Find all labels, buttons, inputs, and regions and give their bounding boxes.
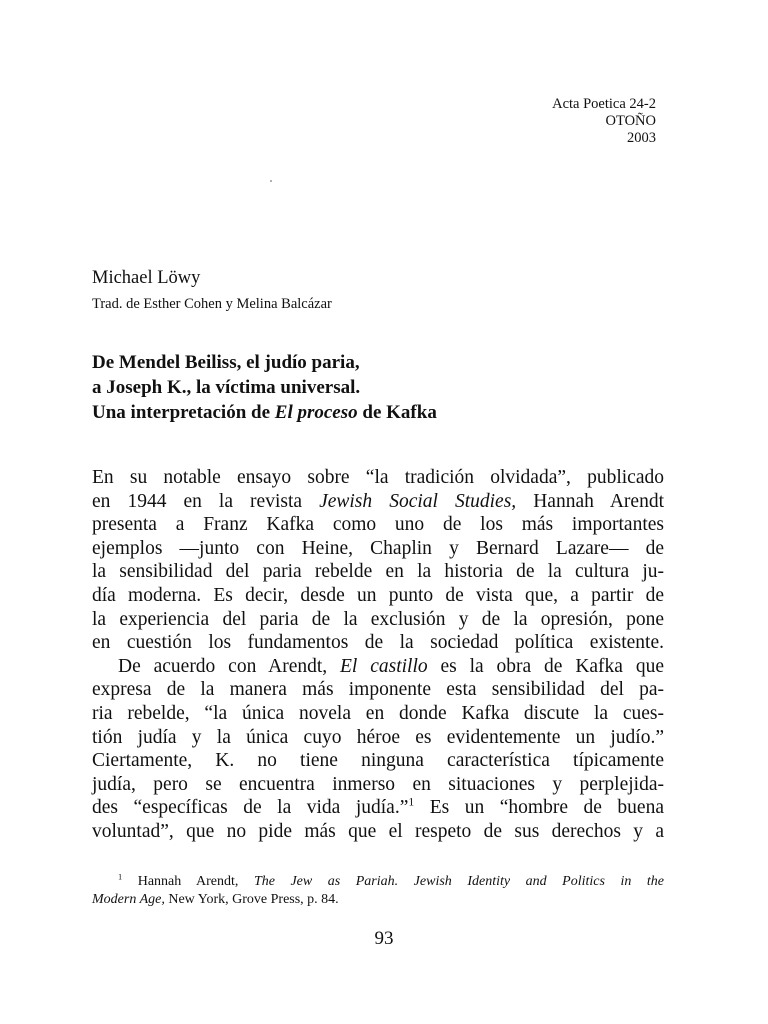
body-text-run: De acuerdo con Arendt,	[118, 655, 341, 677]
body-line: tión judía y la única cuyo héroe es evidentemente un judío.”	[92, 726, 664, 748]
article-title	[92, 350, 437, 425]
body-text	[92, 466, 664, 844]
body-italic-run: Jewish Social Studies,	[319, 490, 517, 512]
title-line-1: De Mendel Beiliss, el judío paria,	[92, 352, 360, 373]
body-line: voluntad”, que no pide más que el respeto de sus derechos y a	[92, 820, 664, 842]
scan-speck	[270, 180, 272, 182]
body-line	[92, 490, 664, 514]
footnote-line	[92, 891, 664, 909]
body-line: Ciertamente, K. no tiene ninguna característica típicamente	[92, 750, 664, 772]
footnote-marker: 1	[118, 872, 123, 882]
journal-header	[552, 96, 656, 147]
body-line	[92, 796, 664, 820]
translator-credit: Trad. de Esther Cohen y Melina Balcázar	[92, 296, 332, 312]
body-line: la sensibilidad del paria rebelde en la historia de la cultura ju-	[92, 561, 664, 583]
footnote-italic: Modern Age,	[92, 892, 165, 907]
body-text-run: es la obra de Kafka que	[427, 655, 664, 677]
body-line: ria rebelde, “la única novela en donde Kafka discute la cues-	[92, 702, 664, 724]
author-name: Michael Löwy	[92, 268, 201, 288]
journal-name: Acta Poetica 24-2	[552, 96, 656, 112]
body-line: día moderna. Es decir, desde un punto de vista que, a partir de	[92, 584, 664, 606]
footnote-line	[92, 873, 664, 891]
body-line: en cuestión los fundamentos de la sociedad política existente.	[92, 632, 664, 654]
body-text-run: en 1944 en la revista	[92, 490, 320, 512]
body-line: la experiencia del paria de la exclusión y de la opresión, pone	[92, 608, 664, 630]
footnote-text: New York, Grove Press, p. 84.	[164, 892, 339, 907]
title-italic-work: El proceso	[274, 402, 358, 423]
body-italic-run: El castillo	[340, 655, 428, 677]
body-line: presenta a Franz Kafka como uno de los más importantes	[92, 514, 664, 536]
footnote-reference: 1	[408, 795, 415, 809]
journal-year: 2003	[627, 130, 656, 146]
title-text: Una interpretación de	[92, 402, 275, 423]
title-line-2: a Joseph K., la víctima universal.	[92, 377, 361, 398]
footnote-text: Hannah Arendt,	[122, 874, 254, 889]
body-text-run: des “específicas de la vida judía.”	[92, 797, 409, 819]
body-text-run: Hannah Arendt	[516, 490, 664, 512]
page-number: 93	[374, 928, 394, 949]
body-text-run: Es un “hombre de buena	[414, 797, 664, 819]
body-line: judía, pero se encuentra inmerso en situaciones y perplejida-	[92, 773, 664, 795]
journal-season: OTOÑO	[605, 113, 656, 129]
title-line-3	[92, 400, 437, 425]
body-line: En su notable ensayo sobre “la tradición olvidada”, publicado	[92, 467, 664, 488]
title-text: de Kafka	[357, 402, 437, 423]
footnote	[92, 873, 664, 909]
body-line	[92, 655, 664, 679]
body-line: ejemplos —junto con Heine, Chaplin y Bernard Lazare— de	[92, 537, 664, 559]
footnote-italic: The Jew as Pariah. Jewish Identity and Politics in the	[253, 874, 664, 889]
body-line: expresa de la manera más imponente esta sensibilidad del pa-	[92, 679, 664, 701]
